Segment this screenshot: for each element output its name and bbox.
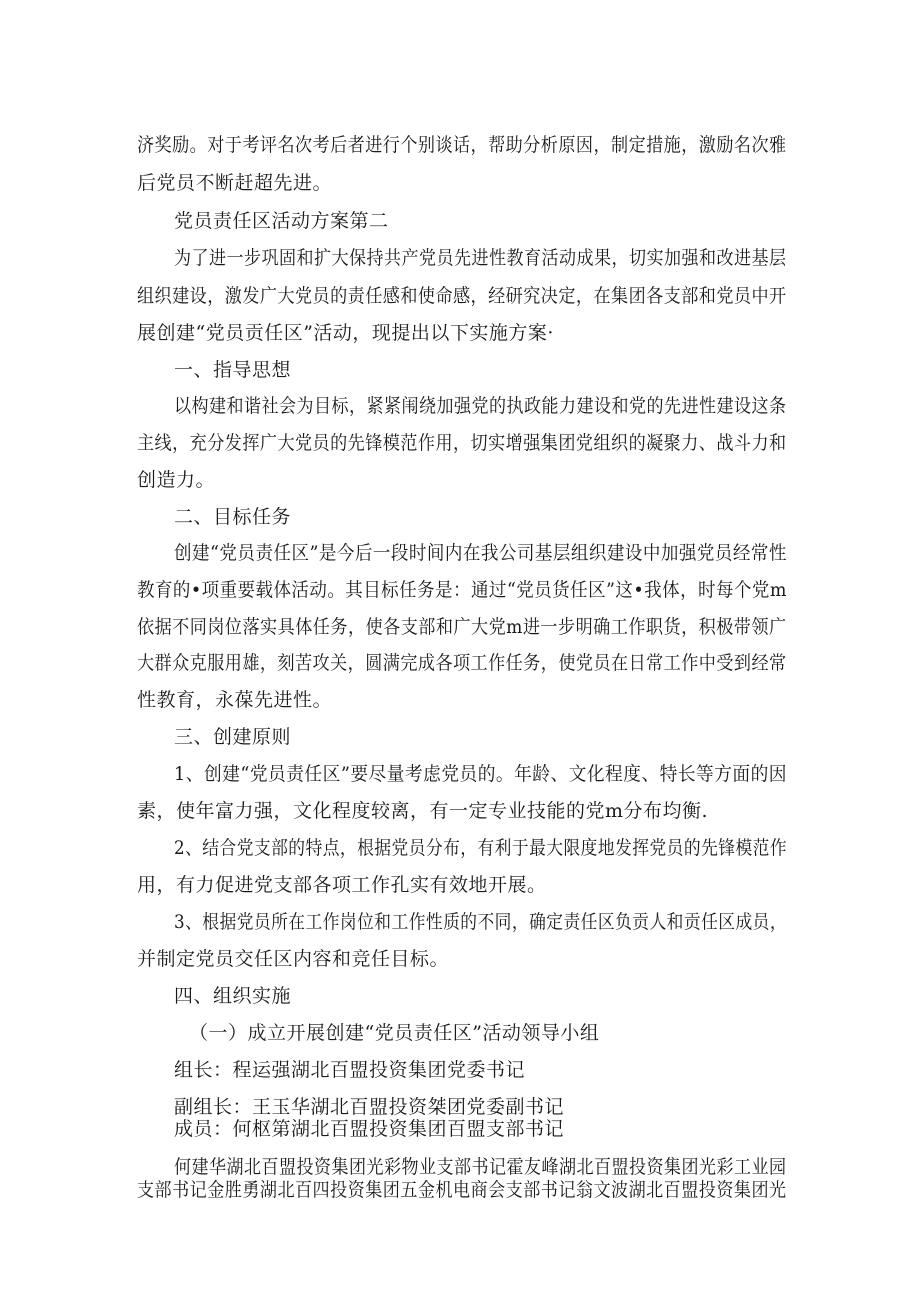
paragraph-line: 展创建“党员贡任区”活动，现提出以下实施方案·: [137, 322, 554, 344]
list-item-line: 用，有力促进党支部各项工作孔实有效地开展。: [137, 874, 547, 896]
subsection-heading: （一）成立开展创建“党员责任区”活动领导小组: [189, 1022, 600, 1044]
paragraph-line: 为了进一步巩固和扩大保持共产党员先进性教育活动成果，切实加强和改进基层: [174, 247, 787, 269]
roster-line: 支部书记金胜勇湖北百四投资集团五金机电商会支部书记翁文波湖北百盟投资集团光: [137, 1179, 787, 1201]
paragraph-line: 创建“党员责任区”是今后一段时间内在我公司基层组织建设中加强党员经常性: [174, 542, 787, 564]
roster-line: 组长：程运强湖北百盟投资集团党委书记: [174, 1059, 526, 1081]
list-item-line: 2、结合党支部的特点，根据党员分布，有利于最大限度地发挥党员的先锋模范作: [174, 837, 788, 859]
section-heading: 三、创建原则: [174, 726, 292, 748]
list-item-line: 1、创建“党员责任区”要尽量考虑党员的。年龄、文化程度、特长等方面的因: [174, 763, 788, 785]
roster-line: 何建华湖北百盟投资集团光彩物业支部书记霍友峰湖北百盟投资集团光彩工业园: [174, 1156, 787, 1178]
paragraph-line: 依据不同岗位落实具体任务，使各支部和广大党m进一步明确工作职货，积极带领广: [137, 616, 787, 638]
list-item-line: 3、根据党员所在工作岗位和工作性质的不同，确定责任区负贡人和贡任区成员，: [174, 911, 788, 933]
section-heading: 二、目标任务: [174, 506, 292, 528]
paragraph-line: 组织建设，激发广大党员的责任感和使命感，经研究决定，在集团各支部和党员中开: [137, 285, 787, 307]
roster-line: 副组长：王玉华湖北百盟投资桀团党委副书记: [174, 1096, 565, 1118]
paragraph-line: 创造力。: [137, 469, 216, 491]
section-title: 党员责任区活动方案第二: [174, 210, 389, 232]
paragraph-line: 教育的•项重要载体活动。其目标任务是：通过“党员货任区”这•我体，时每个党m: [137, 579, 787, 601]
roster-line: 成员：何枢第湖北百盟投资集团百盟支部书记: [174, 1118, 565, 1140]
list-item-line: 并制定党员交任区内容和竞任目标。: [137, 948, 450, 970]
paragraph-line: 后党员不断赶超先进。: [137, 172, 333, 194]
paragraph-line: 主线，充分发挥广大党员的先锋模范作用，切实增强集团党组织的凝聚力、战斗力和: [137, 432, 787, 454]
list-item-line: 素，使年富力强，文化程度较离，有一定专业技能的党m分布均衡.: [137, 800, 709, 822]
section-heading: 四、组织实施: [174, 985, 292, 1007]
paragraph-line: 大群众克服用雄，刻苦攻关，圆满完成各项工作任务，使党员在日常工作中受到经常: [137, 652, 787, 674]
paragraph-line: 以构建和谐社会为目标，紧紧闱绕加强党的执政能力建设和党的先进性建设这条: [174, 395, 787, 417]
paragraph-line: 济奖励。对于考评名次考后者进行个别谈话，帮助分析原因，制定措施，激励名次雅: [137, 134, 787, 156]
paragraph-line: 性教育，永葆先进性。: [137, 689, 333, 711]
section-heading: 一、指导思想: [174, 359, 292, 381]
